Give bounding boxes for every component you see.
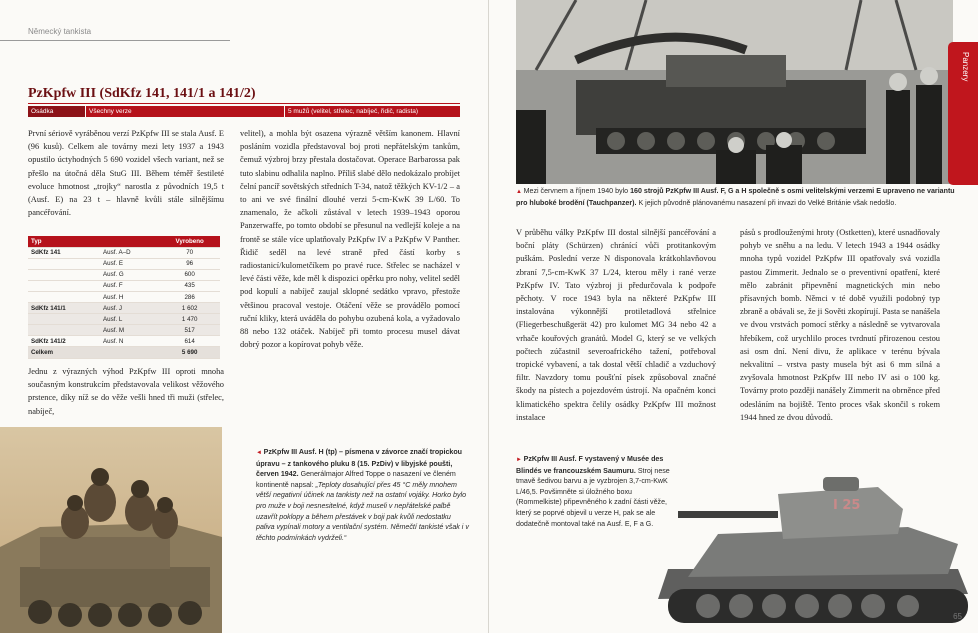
table-row [28, 269, 220, 280]
table-row [28, 303, 220, 314]
section-tab-label: Panzery [961, 52, 970, 82]
table-cell-count: 600 [159, 269, 220, 280]
body-column-2: velitel), a mohla být osazena výrazně větším kanonem. Hlavní posláním vozidla představoval boj proti nepřátelským tankům, čemuž výzbroj brzy přestala dostačovat. Operace Barbarossa pak tuto slabinu odhalila naplno. Příliš slabé dělo nedokázalo probíjet čelní pancíř sovětských středních T-34, natož těžkých KV-1/2 – a to ani ve své finální dlouhé verzi 5-cm-KwK 39 L/60. To znamenalo, že ačkoli zůstával v letech 1939–1943 oporou Panzerwaffe, po tomto období se přesunul na vedlejší koleje a na frontě se stále více uplatňovaly PzKpfw IV a PzKpfw V Panther. Řidič seděl na levé straně před částí korby s radiostanicí/kulometčíkem po pravé ruce. Střelec se nacházel v levé části věže, kde měl k dispozici opěrku pro nohy, velitel seděl pod kopulí a nabíječ zaujal sklopné sedátko vpravo, přestože většinou pracoval vestoje. Otáčení věže se provádělo pomocí ruční kliky, která uváděla do pohybu ozubená kola, a vyžadovalo 88 nebo 132 otáček. Nabíječ při tomto procesu musel dávat dobrý pozor a kopírovat pohyb věže. [240, 129, 460, 350]
table-cell-variant: Ausf. H [100, 291, 159, 302]
table-cell-variant: Ausf. G [100, 269, 159, 280]
table-row [28, 258, 220, 269]
caption-crew-body: Generálmajor Alfred Toppe o nasazení ve členém kontinentě napsal: [256, 470, 456, 489]
table-cell-count: 70 [159, 247, 220, 258]
running-head: Německý tankista [28, 27, 92, 36]
spec-crew-label: Osádka [28, 106, 85, 117]
table-total-value: 5 690 [159, 347, 220, 358]
caption-top-body: K jejich původně plánovanému nasazení při invazi do Velké Británie však nedošlo. [636, 198, 897, 207]
caption-tauchpanzer [516, 186, 956, 208]
article-title: PzKpfw III (SdKfz 141, 141/1 a 141/2) [28, 86, 256, 101]
body-column-4: pásů s prodlouženými hroty (Ostketten), které usnadňovaly pohyb ve sněhu a na ledu. V letech 1943 a 1944 osádky mnoha typů vozidel PzKpfw III opatřovaly svá vozidla pastou Zimmerit. Jednalo se o preventivní opatření, které mělo zabránit připevnění magnetických min nebo přísavných bomb. Němci v té době využili podobný typ zbraně a obávali se, že ji Sověti zkopírují. Pasta se nanášela ve dvou vrstvách pomocí stěrky a následně se vytvarovala hřebíkem, což urychlilo proces tvrdnutí přirozenou cestou asi osm dní. Není divu, že aplikace v terénu bývala nekvalitní – vrstva pasty musela být asi 6 mm silná a zvyšovala hmotnost PzKpfw III nebo IV asi o 100 kg. Továrny proto později nanášely Zimmerit na obrněnce před odesláním na bojiště. Tento proces však skončil s rokem 1944 hned ze dvou důvodů. [740, 228, 940, 422]
caption-crew-quote: „Teploty dosahující přes 45 °C měly mnohem větší negativní účinek na tankisty než na ostatní vojáky. Horko bylo pro muže v boji nesnesitelné, když museli v nepřátelské palbě uzavřít poklopy a během přestávek v boji pak kvůli nedostatku paliva vypínali motory a ventilační systém. Němečtí tankisté však i v těchto podmínkách vydrželi.“ [256, 480, 469, 542]
table-cell-type: SdKfz 141 [28, 247, 100, 258]
table-cell-variant: Ausf. N [100, 336, 159, 347]
table-cell-type [28, 269, 100, 280]
table-cell-type: SdKfz 141/2 [28, 336, 100, 347]
caption-marker-icon: ► [516, 457, 524, 463]
table-row [28, 336, 220, 347]
page-number: 65 [953, 612, 962, 621]
table-cell-type: SdKfz 141/1 [28, 303, 100, 314]
tauchpanzer-photo [516, 0, 953, 184]
table-row [28, 314, 220, 325]
caption-museum-tank [516, 454, 678, 529]
table-row [28, 291, 220, 302]
table-cell-count: 435 [159, 280, 220, 291]
table-row [28, 325, 220, 336]
caption-marker-icon: ▲ [516, 189, 524, 195]
right-page [489, 0, 978, 633]
running-head-rule [0, 40, 230, 41]
table-cell-variant: Ausf. L [100, 314, 159, 325]
caption-top-lead-bold: 160 strojů PzKpfw III Ausf. F, G a H společně s osmi velitelskými verzemi E upraveno ne variantu pro hluboké brodění (Tauchpanzer). [516, 187, 955, 207]
table-cell-type [28, 258, 100, 269]
table-cell-variant: Ausf. M [100, 325, 159, 336]
table-header-variant [100, 236, 159, 247]
table-cell-count: 614 [159, 336, 220, 347]
table-row [28, 247, 220, 258]
caption-crew-lead: PzKpfw III Ausf. H (tp) – písmena v závorce značí tropickou úpravu – z tankového pluku 8 (15. PzDiv) v libyjské poušti, červen 1942. [256, 448, 463, 479]
body-column-1-bottom: Jednu z výrazných výhod PzKpfw III oproti mnoha současným konstrukcím představovala velikost věžového prstence, díky níž se do věže vešli hned tři muži (střelec, nabíječ, [28, 367, 224, 416]
table-cell-count: 286 [159, 291, 220, 302]
body-column-3: V průběhu války PzKpfw III dostal silnější pancéřování a boční pláty (Schürzen) chránící vůči protitankovým puškám. Poslední verze N disponovala krátkohlavňovou zbraní 7,5-cm-KwK 37 L/24, kterou měly i rané verze PzKpfw IV. Tato výzbroj ji předurčovala k podpoře pěchoty. V roce 1943 byla na některé PzKpfw III instalována výkonnější protiletadlová střelnice (Fliegerbeschußgerät 42) pro kulomet MG 34 nebo 42 a vrhače kouřových granátů. Model G, který se ve velkých počtech zúčastnil severoafrického tažení, potřeboval tropické vybavení, a tak dostal větší chladič a vzduchový filtr. Navzdory tomu poušťní písek způsoboval značné škody na pístech a pojezdovém ústrojí. Na opačném konci klimatického spektra čelily osádky PzKpfw III možnost instalace [516, 228, 716, 422]
table-cell-type [28, 314, 100, 325]
caption-crew-photo [256, 447, 471, 543]
table-cell-variant: Ausf. J [100, 303, 159, 314]
caption-tank-lead: PzKpfw III Ausf. F vystavený v Musée des Blindés ve francouzském Saumuru. [516, 455, 664, 475]
table-cell-count: 1 470 [159, 314, 220, 325]
table-total-row [28, 347, 220, 358]
spec-strip [28, 106, 460, 117]
table-cell-count: 517 [159, 325, 220, 336]
caption-marker-icon: ◄ [256, 450, 264, 456]
production-table [28, 236, 220, 359]
tank-turret-marking: I 25 [833, 498, 861, 513]
caption-tank-body: Stroj nese tmavě šedivou barvu a je vyzbrojen 3,7-cm-KwK L/46,5. Povšimněte si úložného boxu (Rommelkiste) připevněného k zadní části věže, který se poprvé objevil u verze H, pak se ale dodatečně montoval také na Ausf. E, F a G. [516, 466, 670, 528]
table-cell-type [28, 325, 100, 336]
table-row [28, 280, 220, 291]
table-cell-type [28, 280, 100, 291]
table-cell-count: 1 602 [159, 303, 220, 314]
desert-crew-photo [0, 427, 222, 633]
table-cell-count: 96 [159, 258, 220, 269]
table-cell-type [28, 291, 100, 302]
museum-tank-photo [628, 449, 978, 633]
spec-versions: Všechny verze [86, 106, 284, 117]
table-cell-variant: Ausf. E [100, 258, 159, 269]
spec-crew-value: 5 mužů (velitel, střelec, nabíječ, řidič, radista) [285, 106, 460, 117]
table-header-type: Typ [28, 236, 100, 247]
body-column-1-top: První sériově vyráběnou verzí PzKpfw III se stala Ausf. E (96 kusů). Celkem ale továrny mezi lety 1937 a 1943 opustilo úctyhodných 5 690 vozidel všech variant, než se přešlo na útočná děla StuG III. Během téměř šestileté evoluce hmotnost „trojky“ narostla z původních 19,5 t (Ausf. E) na 23 t – hlavně kvůli stále silnějšímu pancéřování. [28, 129, 224, 218]
table-total-label: Celkem [28, 347, 100, 358]
title-rule [28, 103, 460, 104]
table-header-count: Vyrobeno [159, 236, 220, 247]
table-cell-variant: Ausf. A–D [100, 247, 159, 258]
table-cell-variant: Ausf. F [100, 280, 159, 291]
table-header-row [28, 236, 220, 247]
caption-top-lead-plain: Mezi červnem a říjnem 1940 bylo [523, 187, 631, 195]
production-table-body [28, 247, 220, 358]
